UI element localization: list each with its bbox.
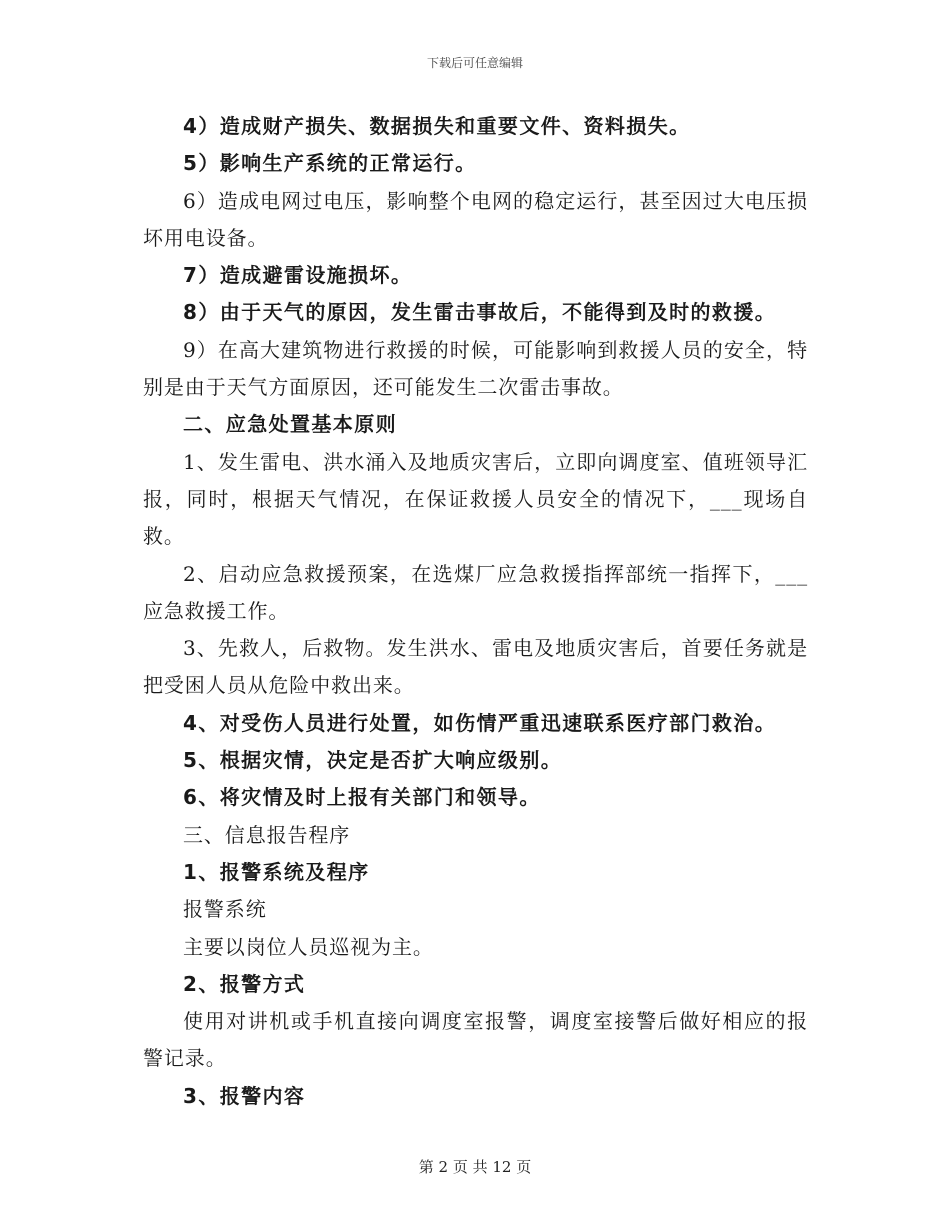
page-number: 第 2 页 共 12 页 — [418, 1158, 532, 1176]
paragraph: 3、先救人，后救物。发生洪水、雷电及地质灾害后，首要任务就是把受困人员从危险中救出来。 — [143, 636, 808, 698]
section-heading: 二、应急处置基本原则 — [183, 412, 397, 437]
page-header: 下载后可任意编辑 — [426, 56, 523, 70]
paragraph: 8）由于天气的原因，发生雷击事故后，不能得到及时的救援。 — [183, 300, 777, 325]
paragraph: 1、发生雷电、洪水涌入及地质灾害后，立即向调度室、值班领导汇报，同时，根据天气情况，在保证救援人员安全的情况下，___现场自救。 — [143, 449, 808, 549]
paragraph: 2、启动应急救援预案，在选煤厂应急救援指挥部统一指挥下，___应急救援工作。 — [143, 561, 808, 623]
subsection-heading: 1、报警系统及程序 — [183, 859, 370, 884]
paragraph: 使用对讲机或手机直接向调度室报警，调度室接警后做好相应的报警记录。 — [143, 1009, 808, 1071]
paragraph: 报警系统 — [183, 897, 267, 922]
paragraph: 9）在高大建筑物进行救援的时候，可能影响到救援人员的安全，特别是由于天气方面原因，还可能发生二次雷击事故。 — [143, 337, 808, 400]
paragraph: 7）造成避雷设施损坏。 — [183, 263, 413, 288]
section-heading: 三、信息报告程序 — [183, 822, 351, 847]
paragraph: 4）造成财产损失、数据损失和重要文件、资料损失。 — [183, 114, 691, 138]
paragraph: 6、将灾情及时上报有关部门和领导。 — [183, 785, 541, 810]
subsection-heading: 2、报警方式 — [183, 971, 306, 996]
paragraph: 5、根据灾情，决定是否扩大响应级别。 — [183, 748, 563, 773]
paragraph: 5）影响生产系统的正常运行。 — [183, 151, 477, 176]
paragraph: 6）造成电网过电压，影响整个电网的稳定运行，甚至因过大电压损坏用电设备。 — [143, 188, 808, 250]
subsection-heading: 3、报警内容 — [183, 1083, 306, 1108]
paragraph: 主要以岗位人员巡视为主。 — [183, 934, 434, 959]
paragraph: 4、对受伤人员进行处置，如伤情严重迅速联系医疗部门救治。 — [183, 710, 777, 735]
document-body — [143, 108, 808, 1115]
